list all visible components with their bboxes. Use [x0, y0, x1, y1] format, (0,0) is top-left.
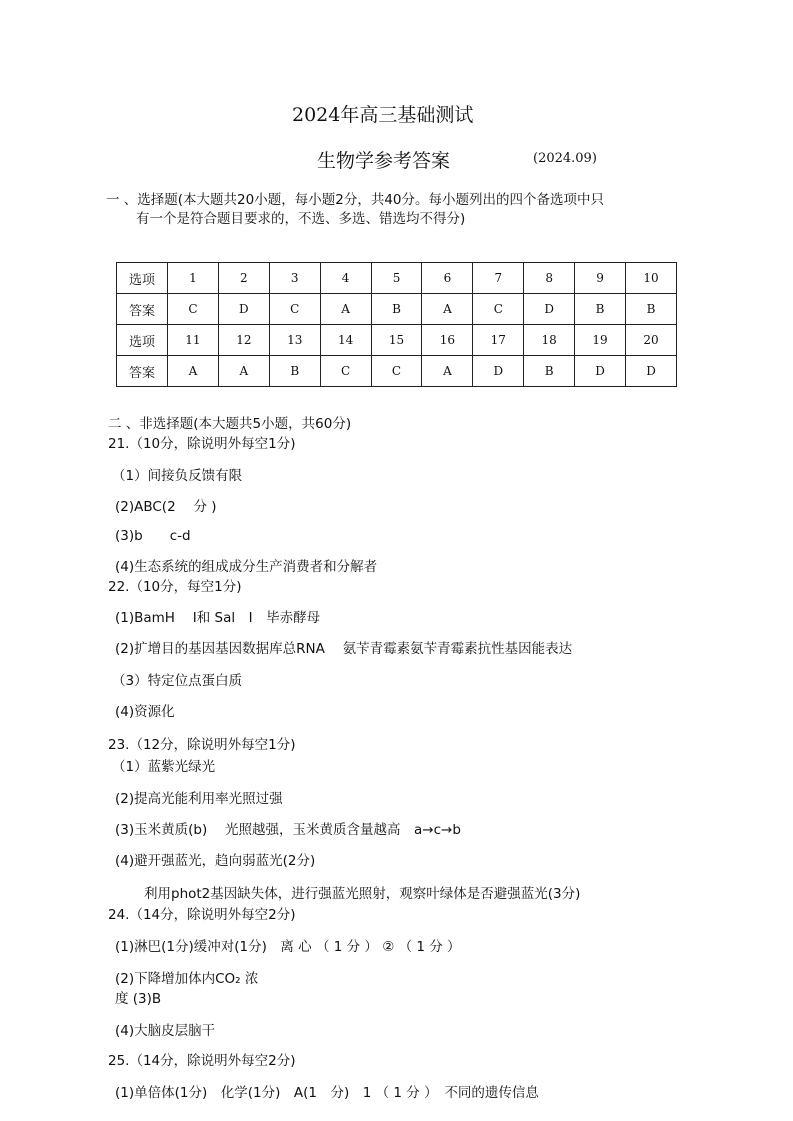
table-cell: 4 [320, 263, 371, 294]
table-cell: C [473, 294, 524, 325]
table-cell: B [524, 356, 575, 387]
table-cell: D [626, 356, 677, 387]
document-date: (2024.09) [533, 151, 597, 166]
row-label-option: 选项 [117, 263, 168, 294]
q21-line: (4)生态系统的组成成分生产消费者和分解者 [115, 559, 378, 575]
table-cell: C [269, 294, 320, 325]
table-cell: B [269, 356, 320, 387]
table-cell: 20 [626, 325, 677, 356]
q24-line: 度 (3)B [115, 991, 162, 1007]
row-label-option: 选项 [117, 325, 168, 356]
table-cell: A [320, 294, 371, 325]
table-cell: 8 [524, 263, 575, 294]
q22-line: (4)资源化 [115, 704, 175, 720]
table-cell: 16 [422, 325, 473, 356]
q23-line: (3)玉米黄质(b) 光照越强，玉米黄质含量越高 a→c→b [115, 822, 461, 838]
table-cell: B [575, 294, 626, 325]
table-cell: A [422, 294, 473, 325]
q22-line: (1)BamH I和 Sal I 毕赤酵母 [115, 610, 321, 626]
table-cell: 9 [575, 263, 626, 294]
q23-heading: 23.（12分，除说明外每空1分) [108, 737, 296, 753]
table-cell: B [371, 294, 422, 325]
table-cell: 12 [218, 325, 269, 356]
row-label-answer: 答案 [117, 356, 168, 387]
q21-line: （1）间接负反馈有限 [112, 468, 243, 484]
q22-line: (2)扩增目的基因基因数据库总RNA 氨苄青霉素氨苄青霉素抗性基因能表达 [115, 641, 573, 657]
table-cell: 19 [575, 325, 626, 356]
q24-line: (4)大脑皮层脑干 [115, 1023, 216, 1039]
q24-heading: 24.（14分，除说明外每空2分) [108, 907, 296, 923]
table-cell: D [524, 294, 575, 325]
table-row [117, 294, 677, 325]
q25-line: (1)单倍体(1分) 化学(1分) A(1 分) 1 （ 1 分 ） 不同的遗传信息 [115, 1085, 539, 1101]
table-cell: 17 [473, 325, 524, 356]
q24-line: (2)下降增加体内CO₂ 浓 [115, 971, 259, 987]
table-cell: D [575, 356, 626, 387]
table-row [117, 263, 677, 294]
table-cell: A [168, 356, 219, 387]
q23-line: (2)提高光能利用率光照过强 [115, 791, 283, 807]
table-cell: C [320, 356, 371, 387]
table-cell: 5 [371, 263, 422, 294]
answer-table [116, 262, 677, 387]
table-row [117, 356, 677, 387]
table-cell: 6 [422, 263, 473, 294]
section1-heading-cont: 有一个是符合题目要求的，不选、多选、错选均不得分) [136, 211, 466, 227]
document-subtitle: 生物学参考答案 [317, 150, 451, 172]
table-cell: 18 [524, 325, 575, 356]
section1-heading: 一 、选择题(本大题共20小题，每小题2分，共40分。每小题列出的四个备选项中只 [106, 192, 605, 208]
table-cell: 3 [269, 263, 320, 294]
q25-heading: 25.（14分，除说明外每空2分) [108, 1053, 296, 1069]
table-cell: 15 [371, 325, 422, 356]
q23-line: (4)避开强蓝光，趋向弱蓝光(2分) [115, 853, 316, 869]
table-cell: A [422, 356, 473, 387]
q24-line: (1)淋巴(1分)缓冲对(1分) 离 心 （ 1 分 ） ② （ 1 分 ） [115, 939, 461, 955]
q21-line: (2)ABC(2 分 ) [115, 499, 217, 515]
table-cell: A [218, 356, 269, 387]
row-label-answer: 答案 [117, 294, 168, 325]
table-cell: D [218, 294, 269, 325]
q21-line: (3)b c-d [115, 528, 191, 544]
table-row [117, 325, 677, 356]
table-cell: C [168, 294, 219, 325]
q22-line: （3）特定位点蛋白质 [112, 673, 243, 689]
table-cell: 1 [168, 263, 219, 294]
table-cell: 7 [473, 263, 524, 294]
table-cell: C [371, 356, 422, 387]
table-cell: 2 [218, 263, 269, 294]
table-cell: 11 [168, 325, 219, 356]
document-title: 2024年高三基础测试 [292, 104, 474, 126]
q23-line: 利用phot2基因缺失体，进行强蓝光照射，观察叶绿体是否避强蓝光(3分) [144, 886, 581, 902]
table-cell: 14 [320, 325, 371, 356]
q22-heading: 22.（10分，每空1分) [108, 579, 242, 595]
table-cell: D [473, 356, 524, 387]
table-cell: B [626, 294, 677, 325]
table-cell: 13 [269, 325, 320, 356]
q21-heading: 21.（10分，除说明外每空1分) [108, 436, 296, 452]
q23-line: （1）蓝紫光绿光 [112, 759, 216, 775]
table-cell: 10 [626, 263, 677, 294]
section2-heading: 二 、非选择题(本大题共5小题，共60分) [108, 416, 352, 432]
